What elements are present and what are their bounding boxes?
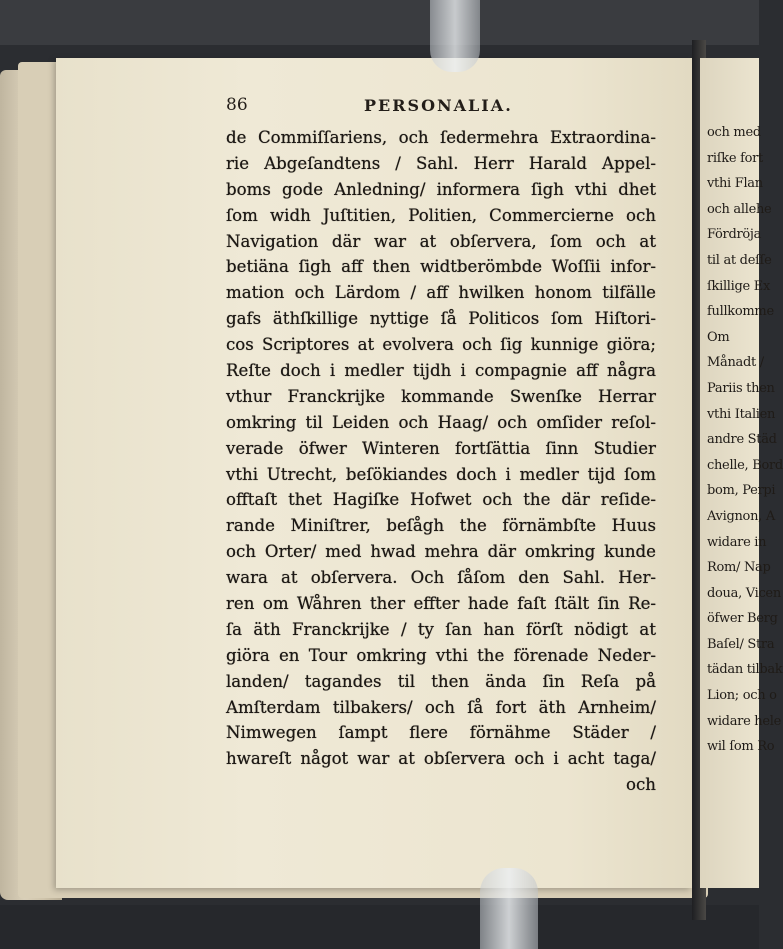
right-page-line: widare hele (707, 713, 782, 729)
text-line: ren om Wåhren ther effter hade faſt ſtält ſin Re- (226, 594, 656, 614)
text-line: omkring til Leiden och Haag/ och omſider reſol- (226, 412, 656, 432)
right-page-line: Avignon, A (707, 508, 775, 524)
text-line: giöra en Tour omkring vthi the förenade Neder- (226, 645, 656, 665)
scan-backdrop-bottom (0, 905, 759, 949)
right-page-line: Om (707, 329, 730, 345)
right-page-line: och med (707, 125, 761, 140)
right-page-line: Månadt / (707, 355, 764, 371)
right-page-line: doua, Vicen (707, 585, 781, 601)
text-line: wara at obſervera. Och ſåſom den Sahl. Her- (226, 568, 656, 588)
text-line: rie Abgeſandtens / Sahl. Herr Harald Appel- (226, 153, 656, 173)
text-line: Reſte doch i medler tijdh i compagnie aff några (226, 361, 656, 381)
right-page-line: wil ſom Ro (707, 739, 775, 755)
right-page-text (707, 120, 783, 760)
right-page-line: ſkillige Ex (707, 278, 770, 294)
book-clamp-top (430, 0, 480, 72)
right-page-line: öfwer Berg (707, 611, 778, 627)
text-line: och Orter/ med hwad mehra där omkring kunde (226, 542, 656, 562)
right-page-line: Fördröja (707, 227, 762, 243)
text-line: hwareſt något war at obſervera och i acht taga/ (226, 749, 656, 769)
text-line: boms gode Anledning/ informera ſigh vthi dhet (226, 179, 656, 199)
text-line: cos Scriptores at evolvera och ſig kunnige giöra; (226, 335, 656, 355)
text-line: ſom widh Juſtitien, Politien, Commercierne och (226, 205, 656, 225)
text-line: ſa äth Franckrijke / ty ſan han förſt nödigt at (226, 619, 656, 639)
right-page-line: vthi Flan (707, 176, 763, 192)
right-page-line: riſke fort (707, 150, 763, 166)
text-line: Nimwegen ſampt flere förnähme Städer / (226, 723, 656, 743)
page-header (226, 95, 656, 121)
text-line: rande Miniſtrer, beſågh the förnämbſte Huus (226, 516, 656, 536)
text-line: vthur Franckrijke kommande Swenſke Herrar (226, 386, 656, 406)
book-clamp-bottom (480, 868, 538, 949)
text-line: de Commiſſariens, och ſedermehra Extraordina- (226, 128, 656, 147)
right-page-line: tädan tilbak (707, 662, 783, 678)
right-page-line: och allehe (707, 201, 772, 217)
page-number: 86 (226, 95, 248, 115)
text-line: offtaſt thet Hagiſke Hofwet och the där reſide- (226, 490, 656, 510)
right-page-line: Lion; och o (707, 688, 777, 704)
scan-backdrop-top (0, 0, 759, 45)
right-page-line: widare in (707, 534, 767, 550)
right-page-line: andre Städ (707, 432, 777, 448)
right-page-line: chelle, Bord (707, 457, 783, 473)
right-page-line: vthi Italien (707, 406, 776, 422)
right-page-line: til at deſſe (707, 252, 772, 268)
text-line: mation och Lärdom / aff hwilken honom tilfälle (226, 283, 656, 303)
catchword: och (626, 775, 656, 795)
text-line: vthi Utrecht, beſökiandes doch i medler tijd ſom (226, 464, 656, 484)
text-line: verade öfwer Winteren fortſättia ſinn Studier (226, 438, 656, 458)
main-text-block (226, 125, 656, 798)
right-page-line: Pariis then (707, 380, 775, 396)
text-line: Amſterdam tilbakers/ och ſå fort äth Arnheim/ (226, 697, 656, 717)
right-page-line: bom, Perpi (707, 483, 776, 499)
right-page-line: Rom/ Nap (707, 560, 771, 576)
text-line: betiäna ſigh aff then widtberömbde Woſſii infor- (226, 257, 656, 277)
text-line: Navigation där war at obſervera, ſom och at (226, 231, 656, 251)
right-page-line: fullkomme (707, 304, 774, 320)
right-page-line: Baſel/ Stra (707, 636, 775, 652)
text-line: landen/ tagandes til then ända ſin Reſa på (226, 671, 656, 691)
text-line: gafs äthſkillige nyttige ſå Politicos ſom Hiſtori- (226, 309, 656, 329)
running-title: PERSONALIA. (364, 96, 513, 115)
